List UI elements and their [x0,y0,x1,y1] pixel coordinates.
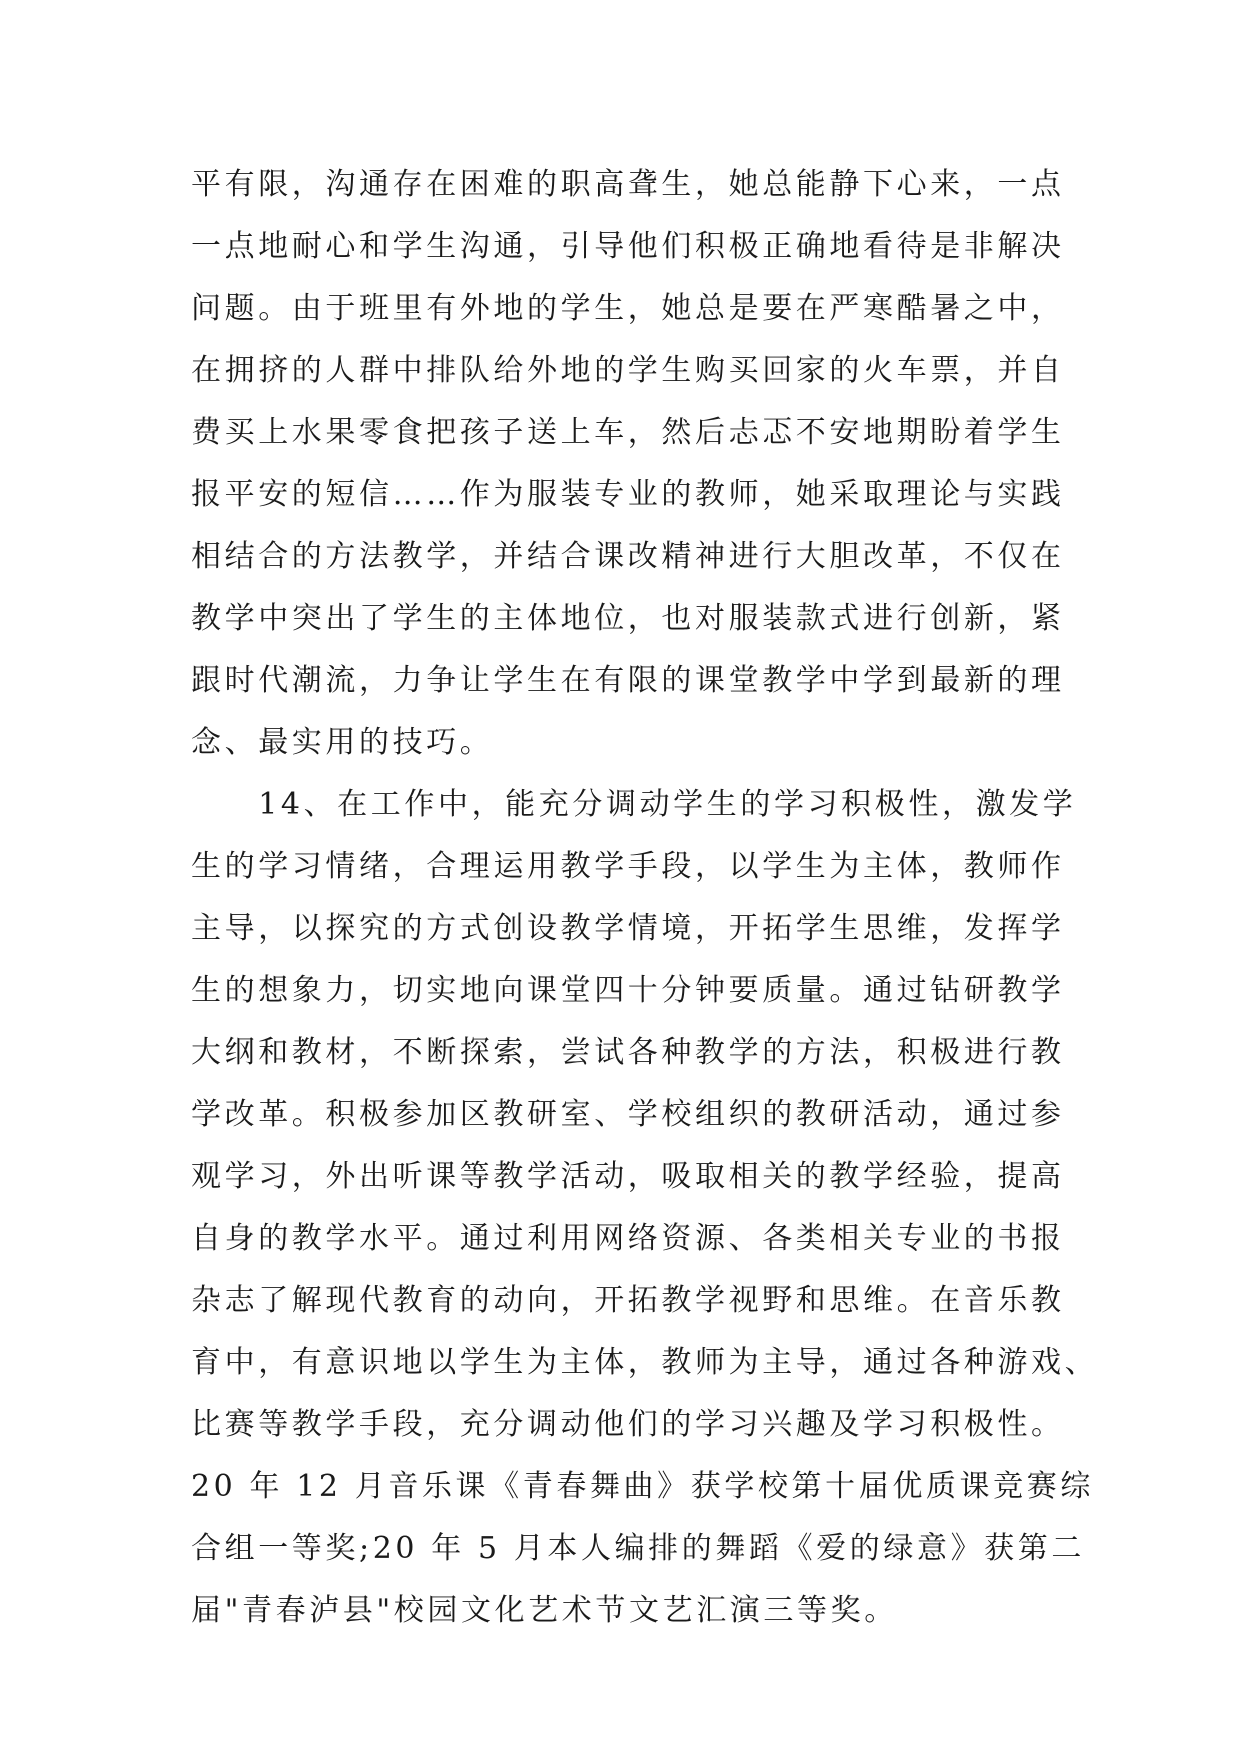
text-line: 主导，以探究的方式创设教学情境，开拓学生思维，发挥学 [191,911,1065,946]
text-line: 相结合的方法教学，并结合课改精神进行大胆改革，不仅在 [191,539,1065,574]
text-line: 问题。由于班里有外地的学生，她总是要在严寒酷暑之中， [191,291,1065,326]
text-line: 学改革。积极参加区教研室、学校组织的教研活动，通过参 [191,1097,1065,1132]
text-line: 报平安的短信……作为服装专业的教师，她采取理论与实践 [191,477,1065,512]
text-line: 生的学习情绪，合理运用教学手段，以学生为主体，教师作 [191,849,1065,884]
text-line: 观学习，外出听课等教学活动，吸取相关的教学经验，提高 [191,1159,1065,1194]
text-line: 20 年 12 月音乐课《青春舞曲》获学校第十届优质课竞赛综 [191,1469,1094,1504]
text-line: 费买上水果零食把孩子送上车，然后忐忑不安地期盼着学生 [191,415,1065,450]
text-line: 比赛等教学手段，充分调动他们的学习兴趣及学习积极性。 [191,1407,1065,1442]
text-line: 14、在工作中，能充分调动学生的学习积极性，激发学 [191,787,1077,822]
text-line: 届"青春泸县"校园文化艺术节文艺汇演三等奖。 [191,1593,898,1628]
text-line: 念、最实用的技巧。 [191,725,494,760]
text-line: 在拥挤的人群中排队给外地的学生购买回家的火车票，并自 [191,353,1065,388]
text-line: 大纲和教材，不断探索，尝试各种教学的方法，积极进行教 [191,1035,1065,1070]
body-text [191,154,1099,1642]
text-line: 教学中突出了学生的主体地位，也对服装款式进行创新，紧 [191,601,1065,636]
text-line: 平有限，沟通存在困难的职高聋生，她总能静下心来，一点 [191,167,1065,202]
text-line: 一点地耐心和学生沟通，引导他们积极正确地看待是非解决 [191,229,1065,264]
text-line: 生的想象力，切实地向课堂四十分钟要质量。通过钻研教学 [191,973,1065,1008]
text-line: 自身的教学水平。通过利用网络资源、各类相关专业的书报 [191,1221,1065,1256]
text-line: 杂志了解现代教育的动向，开拓教学视野和思维。在音乐教 [191,1283,1065,1318]
text-line: 跟时代潮流，力争让学生在有限的课堂教学中学到最新的理 [191,663,1065,698]
text-line: 育中，有意识地以学生为主体，教师为主导，通过各种游戏、 [191,1345,1099,1380]
text-line: 合组一等奖;20 年 5 月本人编排的舞蹈《爱的绿意》获第二 [191,1531,1085,1566]
